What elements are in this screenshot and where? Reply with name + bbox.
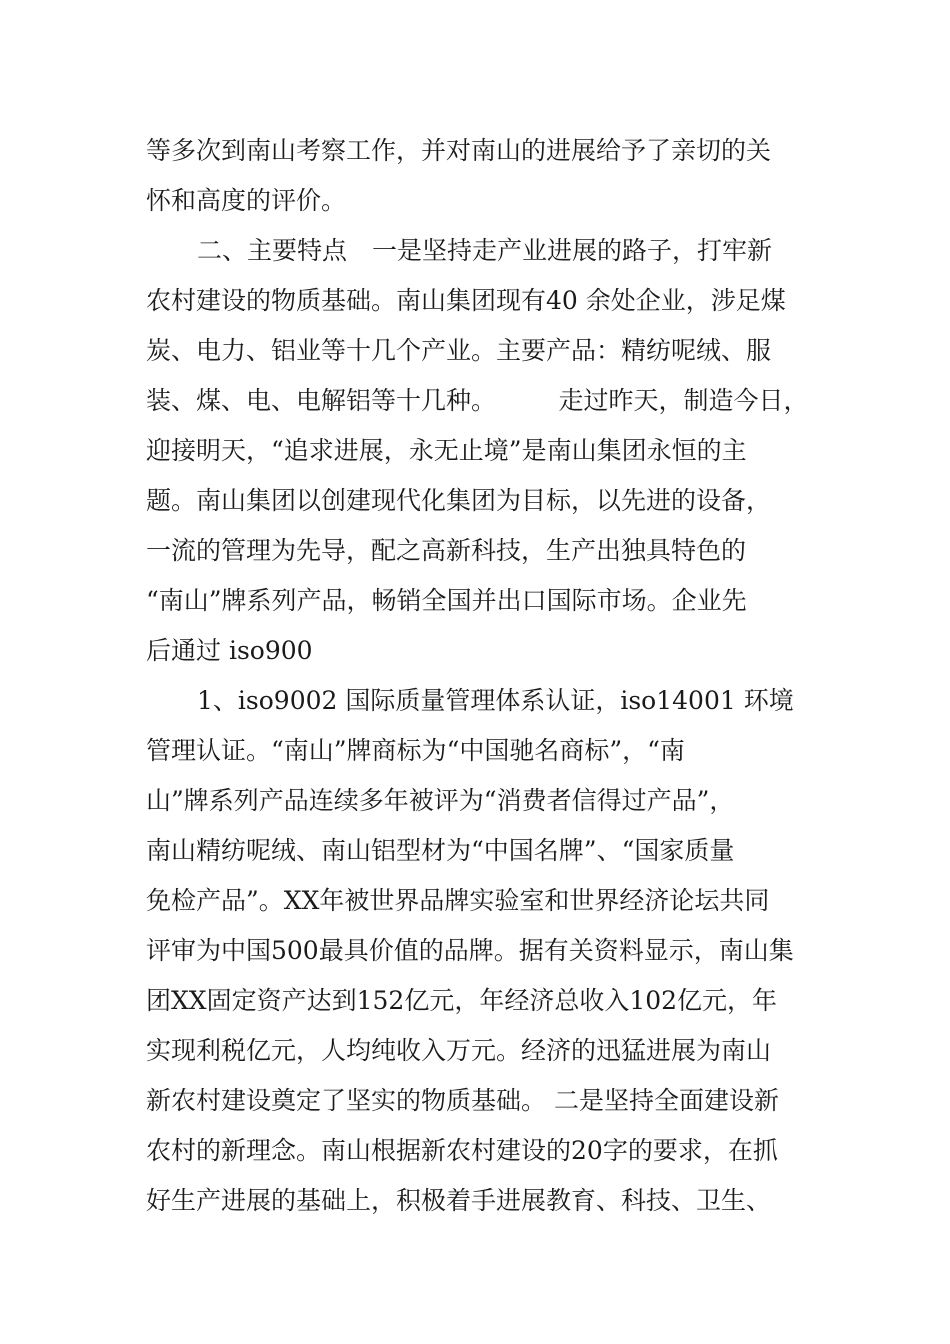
text-line: 后通过 iso900 <box>146 636 313 665</box>
text-line: 一流的管理为先导，配之高新科技，生产出独具特色的 <box>146 536 747 565</box>
paragraph-start-line: 1、iso9002 国际质量管理体系认证，iso14001 环境 <box>197 686 794 715</box>
text-line: 迎接明天，“追求进展，永无止境”是南山集团永恒的主 <box>146 436 747 465</box>
text-line: 实现利税亿元，人均纯收入万元。经济的迅猛进展为南山 <box>146 1036 772 1065</box>
text-line: 南山精纺呢绒、南山铝型材为“中国名牌”、“国家质量 <box>146 836 735 865</box>
text-line: 好生产进展的基础上，积极着手进展教育、科技、卫生、 <box>146 1186 772 1215</box>
text-line: 农村的新理念。南山根据新农村建设的20字的要求，在抓 <box>146 1136 778 1165</box>
text-line: 炭、电力、铝业等十几个产业。主要产品：精纺呢绒、服 <box>146 336 772 365</box>
paragraph-heading-line: 二、主要特点 一是坚持走产业进展的路子，打牢新 <box>197 236 773 265</box>
text-line: 农村建设的物质基础。南山集团现有40 余处企业，涉足煤 <box>146 286 786 315</box>
text-line: 等多次到南山考察工作，并对南山的进展给予了亲切的关 <box>146 136 772 165</box>
text-line: 新农村建设奠定了坚实的物质基础。 二是坚持全面建设新 <box>146 1086 779 1115</box>
text-line: 题。南山集团以创建现代化集团为目标，以先进的设备， <box>146 486 772 515</box>
text-line: 团XX固定资产达到152亿元，年经济总收入102亿元，年 <box>146 986 778 1015</box>
text-line: 怀和高度的评价。 <box>146 186 347 215</box>
text-line: 管理认证。“南山”牌商标为“中国驰名商标”，“南 <box>146 736 685 765</box>
text-line: 评审为中国500最具价值的品牌。据有关资料显示，南山集 <box>146 936 794 965</box>
text-line: 免检产品”。XX年被世界品牌实验室和世界经济论坛共同 <box>146 886 770 915</box>
text-line: 山”牌系列产品连续多年被评为“消费者信得过产品”， <box>146 786 735 815</box>
text-line: 装、煤、电、电解铝等十几种。 走过昨天，制造今日， <box>146 386 809 415</box>
text-line: “南山”牌系列产品，畅销全国并出口国际市场。企业先 <box>146 586 747 615</box>
